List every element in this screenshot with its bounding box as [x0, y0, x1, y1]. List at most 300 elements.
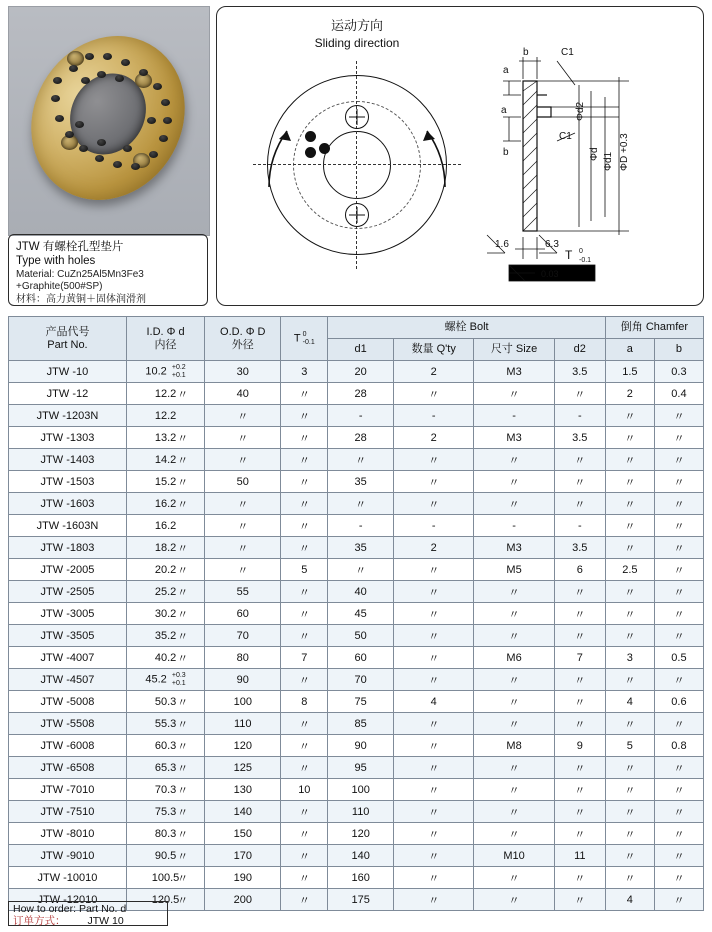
- cell-d2: 3.5: [554, 361, 605, 383]
- table-row: [9, 757, 704, 779]
- graphite-plug: [85, 53, 94, 60]
- cell-qty: 2: [394, 537, 474, 559]
- how-to-order-box: [8, 901, 168, 926]
- cell-inner-diameter: 35.2 〃: [126, 625, 204, 647]
- col-size: 尺寸 Size: [474, 339, 554, 361]
- cell-part-no: JTW -4007: [9, 647, 127, 669]
- graphite-plug: [51, 95, 60, 102]
- technical-drawing: [216, 6, 704, 306]
- col-thickness: T 0 -0.1: [281, 317, 328, 361]
- cell-qty: 〃: [394, 845, 474, 867]
- cell-chamfer-b: 〃: [654, 405, 703, 427]
- cell-thickness: 〃: [281, 471, 328, 493]
- dim-c1-top: C1: [561, 47, 574, 58]
- cell-ditto: 〃: [177, 653, 189, 665]
- cell-part-no: JTW -4507: [9, 669, 127, 691]
- cell-thickness: 3: [281, 361, 328, 383]
- cell-d2: 〃: [554, 801, 605, 823]
- cell-inner-diameter: 16.2: [126, 515, 204, 537]
- cell-outer-diameter: 130: [205, 779, 281, 801]
- cell-part-no: JTW -5008: [9, 691, 127, 713]
- cell-qty: 4: [394, 691, 474, 713]
- cell-part-no: JTW -1803: [9, 537, 127, 559]
- cell-d1: 28: [328, 383, 394, 405]
- cell-size: 〃: [474, 779, 554, 801]
- table-row: [9, 383, 704, 405]
- cell-chamfer-a: 5: [605, 735, 654, 757]
- cell-thickness: 〃: [281, 889, 328, 911]
- cell-thickness: 〃: [281, 625, 328, 647]
- cell-part-no: JTW -10: [9, 361, 127, 383]
- cell-chamfer-a: 〃: [605, 493, 654, 515]
- cell-outer-diameter: 〃: [205, 559, 281, 581]
- table-row: [9, 559, 704, 581]
- cell-qty: 2: [394, 427, 474, 449]
- cell-qty: 〃: [394, 669, 474, 691]
- cell-qty: 〃: [394, 625, 474, 647]
- table-row: [9, 581, 704, 603]
- product-caption: [8, 234, 208, 306]
- cell-inner-diameter: 20.2 〃: [126, 559, 204, 581]
- cell-chamfer-b: 〃: [654, 449, 703, 471]
- cell-outer-diameter: 50: [205, 471, 281, 493]
- cell-inner-diameter: 14.2 〃: [126, 449, 204, 471]
- col-outer-diameter: O.D. Φ D 外径: [205, 317, 281, 361]
- cell-thickness: 〃: [281, 537, 328, 559]
- cell-ditto: 〃: [177, 499, 189, 511]
- cell-thickness: 〃: [281, 801, 328, 823]
- cell-inner-diameter: 25.2 〃: [126, 581, 204, 603]
- cell-thickness: 7: [281, 647, 328, 669]
- cell-part-no: JTW -3505: [9, 625, 127, 647]
- cell-size: 〃: [474, 691, 554, 713]
- dim-phi-d1: Φd1: [603, 151, 614, 171]
- cell-inner-diameter: 80.3 〃: [126, 823, 204, 845]
- cell-chamfer-a: 2: [605, 383, 654, 405]
- cell-chamfer-a: 4: [605, 691, 654, 713]
- cell-d2: 〃: [554, 691, 605, 713]
- cell-chamfer-a: 2.5: [605, 559, 654, 581]
- cell-d1: 〃: [328, 449, 394, 471]
- cell-d1: 120: [328, 823, 394, 845]
- dim-b-top: b: [523, 47, 529, 58]
- cell-part-no: JTW -1203N: [9, 405, 127, 427]
- cell-size: 〃: [474, 471, 554, 493]
- cell-d1: 20: [328, 361, 394, 383]
- cell-size: M3: [474, 361, 554, 383]
- washer-illustration: [23, 25, 195, 211]
- cell-qty: 〃: [394, 713, 474, 735]
- cell-ditto: 〃: [177, 851, 189, 863]
- graphite-plug: [123, 145, 132, 152]
- cell-d2: 11: [554, 845, 605, 867]
- cell-chamfer-a: 3: [605, 647, 654, 669]
- cell-chamfer-b: 0.4: [654, 383, 703, 405]
- cell-d1: 90: [328, 735, 394, 757]
- cell-chamfer-b: 〃: [654, 779, 703, 801]
- cell-chamfer-b: 〃: [654, 559, 703, 581]
- cell-chamfer-b: 〃: [654, 889, 703, 911]
- cell-thickness: 8: [281, 691, 328, 713]
- dim-T: T: [565, 248, 573, 262]
- graphite-plug: [163, 117, 172, 124]
- cell-qty: 〃: [394, 735, 474, 757]
- cell-size: 〃: [474, 801, 554, 823]
- graphite-plug: [79, 145, 88, 152]
- table-row: [9, 427, 704, 449]
- cell-size: 〃: [474, 581, 554, 603]
- cell-d1: 70: [328, 669, 394, 691]
- cell-chamfer-b: 0.5: [654, 647, 703, 669]
- cell-chamfer-b: 〃: [654, 845, 703, 867]
- table-header-row: [9, 317, 704, 339]
- cell-size: 〃: [474, 493, 554, 515]
- dim-phi-D: ΦD +0.3: [619, 133, 630, 171]
- cell-d2: -: [554, 405, 605, 427]
- cell-qty: 〃: [394, 471, 474, 493]
- cell-d2: 7: [554, 647, 605, 669]
- graphite-plug: [103, 53, 112, 60]
- cell-inner-diameter: 55.3 〃: [126, 713, 204, 735]
- cell-outer-diameter: 120: [205, 735, 281, 757]
- cell-d1: 110: [328, 801, 394, 823]
- cell-qty: 〃: [394, 867, 474, 889]
- cell-ditto: 〃: [177, 433, 189, 445]
- col-d1: d1: [328, 339, 394, 361]
- cell-chamfer-a: 〃: [605, 427, 654, 449]
- cell-qty: 〃: [394, 823, 474, 845]
- cell-d1: 〃: [328, 559, 394, 581]
- cell-qty: 2: [394, 361, 474, 383]
- table-row: [9, 801, 704, 823]
- cell-chamfer-b: 〃: [654, 823, 703, 845]
- cell-ditto: 〃: [177, 697, 189, 709]
- table-row: [9, 779, 704, 801]
- cell-chamfer-b: 〃: [654, 581, 703, 603]
- caption-material-graphite: +Graphite(500#SP): [16, 281, 103, 293]
- cell-ditto: 〃: [177, 829, 189, 841]
- cell-chamfer-a: 〃: [605, 845, 654, 867]
- cell-part-no: JTW -8010: [9, 823, 127, 845]
- cell-d1: 85: [328, 713, 394, 735]
- graphite-plug: [147, 117, 156, 124]
- cell-d2: 〃: [554, 889, 605, 911]
- dim-T-low: -0.1: [579, 257, 592, 264]
- cell-chamfer-a: 〃: [605, 515, 654, 537]
- cell-thickness: 〃: [281, 823, 328, 845]
- cell-chamfer-b: 〃: [654, 713, 703, 735]
- cell-inner-diameter: 15.2 〃: [126, 471, 204, 493]
- cell-part-no: JTW -1503: [9, 471, 127, 493]
- cell-d1: 45: [328, 603, 394, 625]
- cell-chamfer-a: 〃: [605, 449, 654, 471]
- cell-thickness: 〃: [281, 669, 328, 691]
- cell-chamfer-a: 〃: [605, 757, 654, 779]
- cell-chamfer-a: 〃: [605, 713, 654, 735]
- cell-part-no: JTW -6508: [9, 757, 127, 779]
- section-view-svg: [479, 21, 699, 291]
- cell-d1: 160: [328, 867, 394, 889]
- cell-ditto: 〃: [177, 477, 189, 489]
- cell-ditto: 〃: [177, 719, 189, 731]
- cell-outer-diameter: 70: [205, 625, 281, 647]
- cell-part-no: JTW -1603N: [9, 515, 127, 537]
- cell-ditto: 〃: [177, 895, 189, 907]
- graphite-plug: [115, 75, 124, 82]
- cell-inner-diameter: 90.5 〃: [126, 845, 204, 867]
- cell-thickness: 〃: [281, 515, 328, 537]
- dim-a-top: a: [503, 65, 509, 76]
- cell-d2: 〃: [554, 669, 605, 691]
- cell-ditto: 〃: [177, 785, 189, 797]
- cell-outer-diameter: 〃: [205, 515, 281, 537]
- cell-d2: 3.5: [554, 537, 605, 559]
- cell-outer-diameter: 190: [205, 867, 281, 889]
- cell-d2: 〃: [554, 823, 605, 845]
- cell-chamfer-b: 〃: [654, 603, 703, 625]
- cell-size: 〃: [474, 713, 554, 735]
- graphite-plug: [131, 163, 140, 170]
- cell-thickness: 〃: [281, 449, 328, 471]
- graphite-plug: [75, 121, 84, 128]
- dim-c1-mid: C1: [559, 131, 572, 142]
- cell-ditto: 〃: [177, 587, 189, 599]
- cell-inner-diameter: 65.3 〃: [126, 757, 204, 779]
- roughness-1_6: 1.6: [495, 239, 509, 250]
- cell-part-no: JTW -2005: [9, 559, 127, 581]
- cell-qty: 〃: [394, 493, 474, 515]
- col-qty: 数量 Q'ty: [394, 339, 474, 361]
- cell-inner-diameter: 40.2 〃: [126, 647, 204, 669]
- graphite-plug: [159, 135, 168, 142]
- cell-ditto: 〃: [177, 609, 189, 621]
- cell-part-no: JTW -1603: [9, 493, 127, 515]
- cell-d2: 〃: [554, 867, 605, 889]
- cell-chamfer-b: 0.3: [654, 361, 703, 383]
- cell-d2: 〃: [554, 581, 605, 603]
- table-row: [9, 515, 704, 537]
- sliding-direction-cn: 运动方向: [330, 18, 383, 33]
- cell-ditto: 〃: [177, 543, 189, 555]
- cell-part-no: JTW -6008: [9, 735, 127, 757]
- cell-thickness: 〃: [281, 427, 328, 449]
- cell-thickness: 〃: [281, 735, 328, 757]
- cell-size: 〃: [474, 625, 554, 647]
- cell-d1: 140: [328, 845, 394, 867]
- cell-part-no: JTW -1303: [9, 427, 127, 449]
- cell-inner-diameter: 100.5 〃: [126, 867, 204, 889]
- cell-outer-diameter: 125: [205, 757, 281, 779]
- cell-size: 〃: [474, 669, 554, 691]
- dim-b-low: b: [503, 147, 509, 158]
- cell-size: -: [474, 515, 554, 537]
- cell-thickness: 〃: [281, 581, 328, 603]
- col-inner-diameter: I.D. Φ d 内径: [126, 317, 204, 361]
- cell-thickness: 5: [281, 559, 328, 581]
- cell-outer-diameter: 〃: [205, 537, 281, 559]
- cell-d1: 50: [328, 625, 394, 647]
- cell-size: 〃: [474, 823, 554, 845]
- graphite-plug: [53, 77, 62, 84]
- product-photo: [8, 6, 210, 236]
- graphite-plug: [55, 115, 64, 122]
- cell-d1: 100: [328, 779, 394, 801]
- cell-outer-diameter: 170: [205, 845, 281, 867]
- cell-size: M5: [474, 559, 554, 581]
- cell-ditto: 〃: [177, 455, 189, 467]
- cell-ditto: 〃: [177, 873, 189, 885]
- table-row: [9, 867, 704, 889]
- cell-outer-diameter: 40: [205, 383, 281, 405]
- cell-chamfer-b: 〃: [654, 625, 703, 647]
- cell-d1: 40: [328, 581, 394, 603]
- cell-part-no: JTW -9010: [9, 845, 127, 867]
- cell-chamfer-b: 0.6: [654, 691, 703, 713]
- cell-size: M6: [474, 647, 554, 669]
- cell-chamfer-b: 〃: [654, 537, 703, 559]
- cell-outer-diameter: 100: [205, 691, 281, 713]
- cell-d2: 〃: [554, 779, 605, 801]
- graphite-plug: [65, 131, 74, 138]
- cell-chamfer-a: 〃: [605, 537, 654, 559]
- cell-thickness: 〃: [281, 757, 328, 779]
- top-section: [0, 0, 712, 312]
- table-row: [9, 625, 704, 647]
- cell-thickness: 〃: [281, 603, 328, 625]
- cell-chamfer-a: 〃: [605, 581, 654, 603]
- cell-chamfer-a: 1.5: [605, 361, 654, 383]
- cell-d1: 75: [328, 691, 394, 713]
- section-view: [479, 21, 699, 291]
- caption-material-en: Material: CuZn25Al5Mn3Fe3: [16, 268, 144, 280]
- cell-qty: 〃: [394, 603, 474, 625]
- cell-chamfer-a: 〃: [605, 801, 654, 823]
- cell-outer-diameter: 〃: [205, 493, 281, 515]
- cell-ditto: 〃: [177, 565, 189, 577]
- cell-ditto: 〃: [177, 807, 189, 819]
- cell-part-no: JTW -12010: [9, 889, 127, 911]
- cell-d1: -: [328, 515, 394, 537]
- cell-thickness: 〃: [281, 713, 328, 735]
- col-bolt-group: 螺栓 Bolt: [328, 317, 606, 339]
- cell-outer-diameter: 〃: [205, 449, 281, 471]
- table-row: [9, 845, 704, 867]
- cell-thickness: 10: [281, 779, 328, 801]
- cell-chamfer-b: 〃: [654, 493, 703, 515]
- specification-table: [8, 316, 704, 911]
- cell-size: M8: [474, 735, 554, 757]
- cell-d1: 60: [328, 647, 394, 669]
- graphite-plug: [153, 83, 162, 90]
- graphite-plug: [97, 139, 106, 146]
- cell-inner-diameter: 12.2 〃: [126, 383, 204, 405]
- cell-part-no: JTW -7010: [9, 779, 127, 801]
- cell-part-no: JTW -5508: [9, 713, 127, 735]
- cell-inner-diameter: 75.3 〃: [126, 801, 204, 823]
- cell-size: 〃: [474, 449, 554, 471]
- cell-d1: 175: [328, 889, 394, 911]
- cell-part-no: JTW -1403: [9, 449, 127, 471]
- cell-chamfer-b: 〃: [654, 867, 703, 889]
- dim-phi-d: Φd: [589, 147, 600, 161]
- cell-d2: 〃: [554, 471, 605, 493]
- bolt-hole: [67, 51, 84, 66]
- graphite-plug: [95, 155, 104, 162]
- cell-part-no: JTW -2505: [9, 581, 127, 603]
- cell-d1: 95: [328, 757, 394, 779]
- cell-ditto: 〃: [177, 741, 189, 753]
- cell-chamfer-b: 〃: [654, 801, 703, 823]
- dim-a-mid: a: [501, 105, 507, 116]
- table-row: [9, 713, 704, 735]
- cell-chamfer-b: 〃: [654, 427, 703, 449]
- cell-size: 〃: [474, 603, 554, 625]
- how-to-order-en: How to order: Part No. d: [13, 903, 127, 915]
- cell-inner-diameter: 60.3 〃: [126, 735, 204, 757]
- graphite-plug: [81, 77, 90, 84]
- graphite-plug: [97, 71, 106, 78]
- cell-inner-diameter: 13.2 〃: [126, 427, 204, 449]
- cell-d1: 〃: [328, 493, 394, 515]
- cell-inner-diameter: 70.3 〃: [126, 779, 204, 801]
- cell-chamfer-a: 〃: [605, 779, 654, 801]
- graphite-plug: [149, 151, 158, 158]
- cell-d1: 28: [328, 427, 394, 449]
- cell-d2: 6: [554, 559, 605, 581]
- sliding-direction-label: [277, 17, 437, 51]
- cell-chamfer-a: 〃: [605, 625, 654, 647]
- table-row: [9, 691, 704, 713]
- cell-size: 〃: [474, 757, 554, 779]
- cell-size: M3: [474, 427, 554, 449]
- cell-ditto: 〃: [177, 631, 189, 643]
- cell-d2: 〃: [554, 449, 605, 471]
- cell-d1: 35: [328, 537, 394, 559]
- cell-qty: 〃: [394, 559, 474, 581]
- cell-chamfer-a: 〃: [605, 405, 654, 427]
- cell-d2: 〃: [554, 713, 605, 735]
- cell-d1: 35: [328, 471, 394, 493]
- cell-d2: 〃: [554, 603, 605, 625]
- cell-outer-diameter: 60: [205, 603, 281, 625]
- cell-part-no: JTW -7510: [9, 801, 127, 823]
- col-chamfer-a: a: [605, 339, 654, 361]
- cell-inner-diameter: 50.3 〃: [126, 691, 204, 713]
- cell-chamfer-a: 〃: [605, 669, 654, 691]
- roughness-6_3: 6.3: [545, 239, 559, 250]
- graphite-plug: [139, 69, 148, 76]
- cell-ditto: 〃: [177, 763, 189, 775]
- cell-qty: 〃: [394, 581, 474, 603]
- cell-inner-diameter: 30.2 〃: [126, 603, 204, 625]
- table-row: [9, 669, 704, 691]
- cell-d2: 〃: [554, 383, 605, 405]
- col-chamfer-b: b: [654, 339, 703, 361]
- cell-outer-diameter: 200: [205, 889, 281, 911]
- cell-chamfer-b: 〃: [654, 515, 703, 537]
- sliding-direction-en: Sliding direction: [314, 35, 400, 50]
- cell-inner-diameter: 16.2 〃: [126, 493, 204, 515]
- cell-d2: 〃: [554, 493, 605, 515]
- table-row: [9, 471, 704, 493]
- table-row: [9, 493, 704, 515]
- cell-inner-diameter: 120.5 〃: [126, 889, 204, 911]
- cell-outer-diameter: 〃: [205, 427, 281, 449]
- caption-material-cn: 材料：高力黄铜＋固体润滑剂: [16, 293, 146, 305]
- cell-chamfer-b: 〃: [654, 471, 703, 493]
- cell-qty: 〃: [394, 449, 474, 471]
- cell-outer-diameter: 110: [205, 713, 281, 735]
